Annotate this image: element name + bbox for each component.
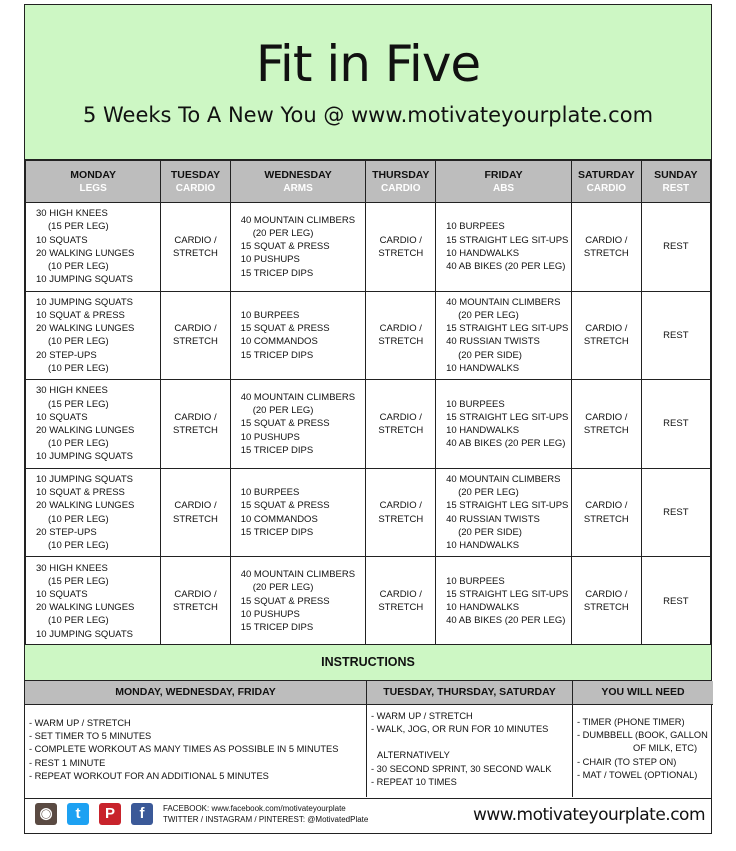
- week-row: [26, 468, 711, 557]
- exercise-line: REST: [663, 241, 689, 253]
- instruction-line: - REPEAT WORKOUT FOR AN ADDITIONAL 5 MINUTES: [29, 770, 269, 781]
- exercise-line: 10 JUMPING SQUATS: [36, 628, 133, 640]
- header-banner: [25, 5, 711, 160]
- exercise-line: 10 HANDWALKS: [446, 362, 520, 374]
- exercise-line: 10 JUMPING SQUATS: [36, 451, 133, 463]
- exercise-line: 40 RUSSIAN TWISTS: [446, 513, 540, 525]
- facebook-link[interactable]: FACEBOOK: www.facebook.com/motivateyourplate: [163, 804, 346, 813]
- cell-sunday: [641, 468, 710, 557]
- cell-monday: [26, 557, 161, 646]
- exercise-line: (15 PER LEG): [48, 398, 109, 410]
- exercise-line: 15 STRAIGHT LEG SIT-UPS: [446, 588, 569, 600]
- week-row: [26, 291, 711, 380]
- exercise-line: (20 PER SIDE): [458, 349, 522, 361]
- cell-monday: [26, 468, 161, 557]
- exercise-line: STRETCH: [378, 424, 424, 436]
- exercise-line: 15 TRICEP DIPS: [240, 349, 314, 361]
- cell-saturday: [572, 468, 642, 557]
- exercise-line: 20 WALKING LUNGES: [36, 500, 135, 512]
- day-header-wednesday: WEDNESDAY ARMS: [230, 161, 366, 203]
- exercise-line: 20 WALKING LUNGES: [36, 323, 135, 335]
- exercise-line: 10 BURPEES: [446, 575, 505, 587]
- social-links: [163, 803, 368, 825]
- cell-wednesday: [230, 291, 366, 380]
- exercise-line: CARDIO /: [585, 588, 628, 600]
- exercise-line: (15 PER LEG): [48, 221, 109, 233]
- instruction-line: [371, 736, 572, 749]
- cell-saturday: [572, 380, 642, 469]
- exercise-line: 15 SQUAT & PRESS: [240, 500, 330, 512]
- cell-sunday: [641, 203, 710, 292]
- cell-thursday: [366, 468, 436, 557]
- exercise-line: (10 PER LEG): [48, 261, 109, 272]
- cell-thursday: [366, 557, 436, 646]
- exercise-line: 10 SQUATS: [36, 234, 88, 246]
- exercise-line: (20 PER LEG): [458, 487, 519, 499]
- cell-monday: [26, 380, 161, 469]
- exercise-line: 40 MOUNTAIN CLIMBERS: [240, 214, 356, 226]
- exercise-line: 10 HANDWALKS: [446, 424, 520, 436]
- exercise-line: 40 MOUNTAIN CLIMBERS: [446, 296, 561, 308]
- pinterest-icon[interactable]: P: [99, 803, 121, 825]
- cell-wednesday: [230, 557, 366, 646]
- instructions-title: INSTRUCTIONS: [25, 644, 711, 681]
- exercise-line: (10 PER LEG): [48, 615, 109, 627]
- cell-thursday: [366, 380, 436, 469]
- exercise-line: 40 AB BIKES (20 PER LEG): [446, 438, 566, 450]
- exercise-line: CARDIO /: [379, 234, 422, 246]
- exercise-line: 10 BURPEES: [446, 398, 505, 410]
- exercise-line: 10 SQUATS: [36, 411, 88, 423]
- schedule-table: [25, 160, 711, 646]
- instruction-line: - CHAIR (TO STEP ON): [577, 756, 677, 767]
- exercise-line: STRETCH: [173, 602, 218, 614]
- day-header-tuesday: TUESDAY CARDIO: [161, 161, 230, 203]
- exercise-line: CARDIO /: [379, 411, 422, 423]
- cell-thursday: [366, 203, 436, 292]
- exercise-line: 20 STEP-UPS: [36, 349, 97, 361]
- mwf-heading: MONDAY, WEDNESDAY, FRIDAY: [25, 681, 367, 705]
- exercise-line: 15 STRAIGHT LEG SIT-UPS: [446, 323, 569, 335]
- exercise-line: STRETCH: [378, 247, 424, 259]
- exercise-line: CARDIO /: [174, 500, 217, 512]
- exercise-line: 10 PUSHUPS: [240, 254, 300, 266]
- exercise-line: 10 COMMANDOS: [240, 336, 318, 348]
- exercise-line: 10 SQUATS: [36, 588, 88, 600]
- exercise-line: 15 TRICEP DIPS: [240, 444, 314, 456]
- cell-tuesday: [161, 203, 230, 292]
- exercise-line: CARDIO /: [585, 234, 628, 246]
- instructions-header-row: [25, 681, 711, 705]
- exercise-line: 30 HIGH KNEES: [36, 562, 108, 574]
- cell-thursday: [366, 291, 436, 380]
- exercise-line: 10 SQUAT & PRESS: [36, 487, 125, 499]
- week-row: [26, 380, 711, 469]
- exercise-line: CARDIO /: [174, 234, 217, 246]
- cell-tuesday: [161, 291, 230, 380]
- cell-monday: [26, 203, 161, 292]
- instruction-line: - WALK, JOG, OR RUN FOR 10 MINUTES: [371, 724, 549, 735]
- exercise-line: STRETCH: [173, 247, 218, 259]
- exercise-line: STRETCH: [583, 336, 629, 348]
- cell-friday: [436, 468, 572, 557]
- cell-friday: [436, 203, 572, 292]
- instruction-line: - TIMER (PHONE TIMER): [577, 717, 685, 727]
- cell-wednesday: [230, 468, 366, 557]
- footer: [25, 799, 711, 833]
- day-header-row: [26, 161, 711, 203]
- exercise-line: 15 SQUAT & PRESS: [240, 595, 330, 607]
- cell-wednesday: [230, 380, 366, 469]
- cell-friday: [436, 291, 572, 380]
- cell-saturday: [572, 291, 642, 380]
- facebook-icon[interactable]: f: [131, 803, 153, 825]
- instruction-line: - MAT / TOWEL (OPTIONAL): [577, 769, 698, 780]
- exercise-line: 15 SQUAT & PRESS: [240, 323, 330, 335]
- instruction-line: - REPEAT 10 TIMES: [371, 776, 457, 787]
- exercise-line: REST: [663, 418, 689, 430]
- exercise-line: STRETCH: [173, 424, 218, 436]
- exercise-line: CARDIO /: [174, 411, 217, 423]
- exercise-line: 40 MOUNTAIN CLIMBERS: [446, 473, 561, 485]
- exercise-line: STRETCH: [173, 513, 218, 525]
- exercise-line: 10 SQUAT & PRESS: [36, 309, 125, 321]
- exercise-line: 20 WALKING LUNGES: [36, 247, 135, 259]
- exercise-line: 40 AB BIKES (20 PER LEG): [446, 261, 566, 272]
- exercise-line: (20 PER LEG): [458, 309, 519, 321]
- exercise-line: CARDIO /: [174, 588, 217, 600]
- exercise-line: 15 STRAIGHT LEG SIT-UPS: [446, 411, 569, 423]
- exercise-line: (20 PER LEG): [252, 405, 314, 417]
- tts-heading: TUESDAY, THURSDAY, SATURDAY: [367, 681, 573, 705]
- page-title: Fit in Five: [255, 35, 481, 93]
- exercise-line: 10 BURPEES: [240, 309, 300, 321]
- exercise-line: 10 HANDWALKS: [446, 539, 520, 551]
- exercise-line: CARDIO /: [379, 323, 422, 335]
- instruction-line: - WARM UP / STRETCH: [371, 711, 473, 721]
- exercise-line: STRETCH: [583, 602, 629, 614]
- exercise-line: 20 WALKING LUNGES: [36, 424, 135, 436]
- cell-tuesday: [161, 380, 230, 469]
- exercise-line: (10 PER LEG): [48, 362, 109, 374]
- exercise-line: 10 COMMANDOS: [240, 513, 318, 525]
- instruction-line: ALTERNATIVELY: [377, 750, 450, 761]
- cell-sunday: [641, 291, 710, 380]
- exercise-line: CARDIO /: [585, 323, 628, 335]
- exercise-line: CARDIO /: [379, 588, 422, 600]
- instruction-line: - 30 SECOND SPRINT, 30 SECOND WALK: [371, 763, 552, 774]
- exercise-line: 40 MOUNTAIN CLIMBERS: [240, 391, 356, 403]
- schedule-body: [26, 203, 711, 646]
- exercise-line: 15 SQUAT & PRESS: [240, 241, 330, 253]
- exercise-line: STRETCH: [173, 336, 218, 348]
- exercise-line: STRETCH: [583, 247, 629, 259]
- instruction-line: - SET TIMER TO 5 MINUTES: [29, 731, 152, 742]
- exercise-line: REST: [663, 329, 689, 341]
- exercise-line: (20 PER SIDE): [458, 526, 522, 538]
- supplies-list: [573, 705, 713, 797]
- exercise-line: CARDIO /: [585, 500, 628, 512]
- cell-sunday: [641, 557, 710, 646]
- exercise-line: 30 HIGH KNEES: [36, 385, 108, 397]
- exercise-line: CARDIO /: [174, 323, 217, 335]
- exercise-line: STRETCH: [583, 513, 629, 525]
- instruction-line: - DUMBBELL (BOOK, GALLON: [577, 730, 708, 741]
- instagram-icon[interactable]: ◉: [35, 803, 57, 825]
- workout-sheet: [24, 4, 712, 834]
- cell-monday: [26, 291, 161, 380]
- exercise-line: (20 PER LEG): [252, 582, 314, 594]
- exercise-line: REST: [663, 506, 689, 518]
- cell-tuesday: [161, 468, 230, 557]
- exercise-line: REST: [663, 595, 689, 607]
- exercise-line: 40 MOUNTAIN CLIMBERS: [240, 569, 356, 581]
- exercise-line: (20 PER LEG): [252, 227, 314, 239]
- exercise-line: (10 PER LEG): [48, 539, 109, 551]
- exercise-line: 15 TRICEP DIPS: [240, 621, 314, 633]
- week-row: [26, 557, 711, 646]
- exercise-line: 15 STRAIGHT LEG SIT-UPS: [446, 500, 569, 512]
- instruction-line: - WARM UP / STRETCH: [29, 718, 131, 728]
- instruction-line: - COMPLETE WORKOUT AS MANY TIMES AS POSSIBLE IN 5 MINUTES: [29, 744, 339, 755]
- exercise-line: 40 AB BIKES (20 PER LEG): [446, 615, 566, 627]
- exercise-line: 10 JUMPING SQUATS: [36, 296, 133, 308]
- exercise-line: STRETCH: [378, 513, 424, 525]
- exercise-line: CARDIO /: [379, 500, 422, 512]
- exercise-line: 40 RUSSIAN TWISTS: [446, 336, 540, 348]
- exercise-line: 10 JUMPING SQUATS: [36, 473, 133, 485]
- twitter-icon[interactable]: t: [67, 803, 89, 825]
- day-header-sunday: SUNDAY REST: [641, 161, 710, 203]
- exercise-line: 10 BURPEES: [446, 221, 505, 233]
- exercise-line: (15 PER LEG): [48, 575, 109, 587]
- cell-friday: [436, 557, 572, 646]
- exercise-line: 20 STEP-UPS: [36, 526, 97, 538]
- exercise-line: STRETCH: [378, 336, 424, 348]
- exercise-line: 15 TRICEP DIPS: [240, 267, 314, 279]
- instruction-line: - REST 1 MINUTE: [29, 757, 106, 768]
- cell-friday: [436, 380, 572, 469]
- instructions-body: [25, 705, 711, 799]
- exercise-line: 30 HIGH KNEES: [36, 208, 108, 220]
- exercise-line: 20 WALKING LUNGES: [36, 602, 135, 614]
- day-header-thursday: THURSDAY CARDIO: [366, 161, 436, 203]
- exercise-line: 15 STRAIGHT LEG SIT-UPS: [446, 234, 569, 246]
- exercise-line: 10 PUSHUPS: [240, 608, 300, 620]
- exercise-line: 15 TRICEP DIPS: [240, 526, 314, 538]
- site-url[interactable]: www.motivateyourplate.com: [473, 805, 705, 825]
- page-subtitle: 5 Weeks To A New You @ www.motivateyourplate.com: [82, 103, 654, 127]
- tts-instructions: [367, 705, 573, 797]
- exercise-line: 10 JUMPING SQUATS: [36, 274, 133, 286]
- exercise-line: 15 SQUAT & PRESS: [240, 418, 330, 430]
- mwf-instructions: [25, 705, 367, 797]
- cell-saturday: [572, 557, 642, 646]
- instruction-line: OF MILK, ETC): [633, 743, 698, 754]
- need-heading: YOU WILL NEED: [573, 681, 713, 705]
- social-handle: TWITTER / INSTAGRAM / PINTEREST: @MotivatedPlate: [163, 815, 369, 824]
- cell-tuesday: [161, 557, 230, 646]
- exercise-line: (10 PER LEG): [48, 336, 109, 348]
- exercise-line: 10 PUSHUPS: [240, 431, 300, 443]
- cell-sunday: [641, 380, 710, 469]
- week-row: [26, 203, 711, 292]
- exercise-line: 10 HANDWALKS: [446, 602, 520, 614]
- cell-saturday: [572, 203, 642, 292]
- cell-wednesday: [230, 203, 366, 292]
- exercise-line: STRETCH: [583, 424, 629, 436]
- exercise-line: 10 BURPEES: [240, 487, 300, 499]
- exercise-line: STRETCH: [378, 602, 424, 614]
- exercise-line: (10 PER LEG): [48, 438, 109, 450]
- day-header-monday: MONDAY LEGS: [26, 161, 161, 203]
- exercise-line: 10 HANDWALKS: [446, 247, 520, 259]
- day-header-saturday: SATURDAY CARDIO: [572, 161, 642, 203]
- day-header-friday: FRIDAY ABS: [436, 161, 572, 203]
- exercise-line: CARDIO /: [585, 411, 628, 423]
- exercise-line: (10 PER LEG): [48, 513, 109, 525]
